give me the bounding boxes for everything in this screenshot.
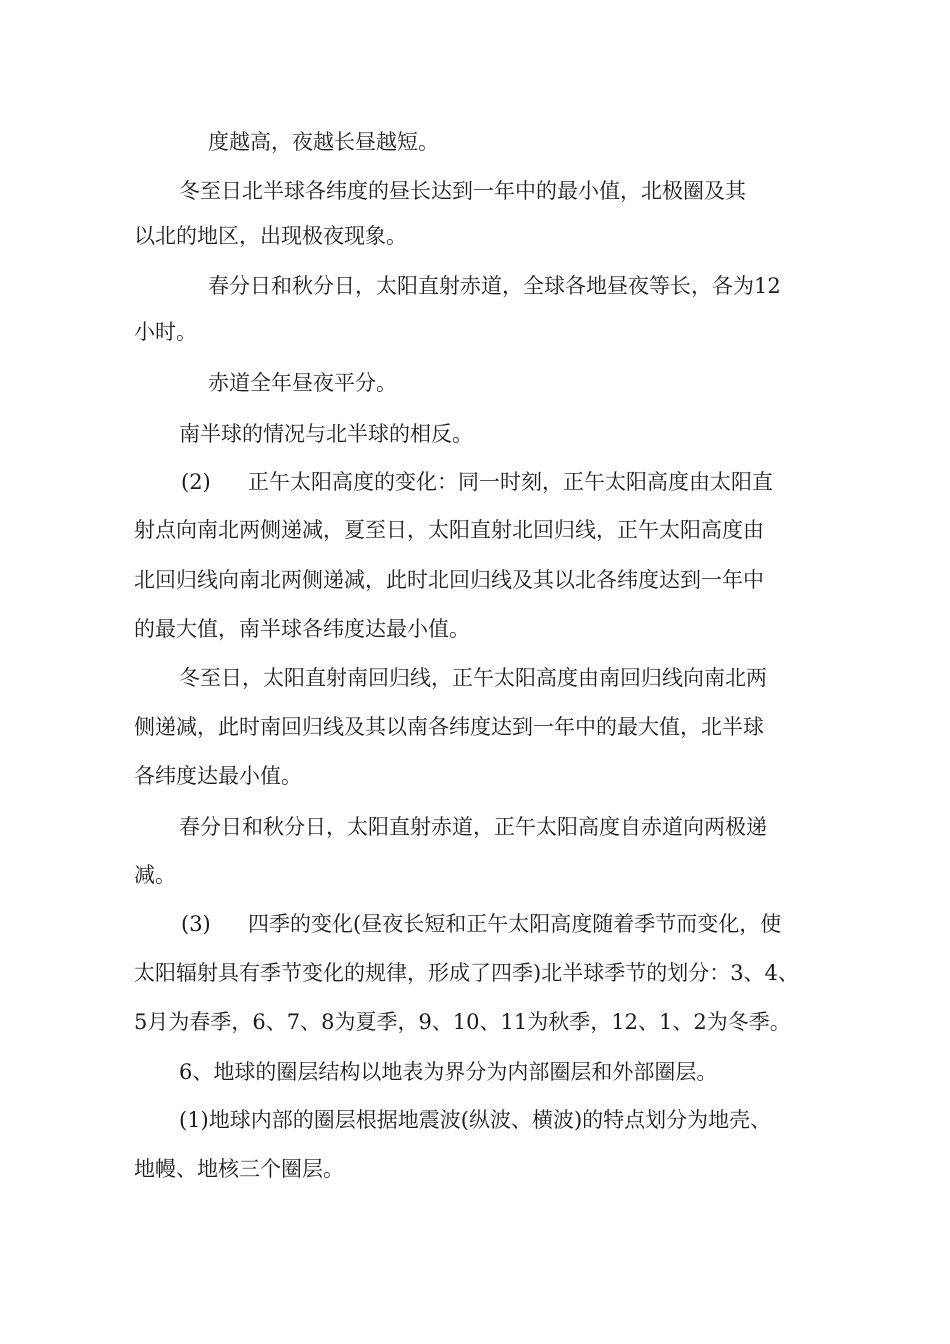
text-line: 南半球的情况与北半球的相反。 xyxy=(179,422,473,446)
text-line: 冬至日北半球各纬度的昼长达到一年中的最小值，北极圈及其 xyxy=(179,179,746,203)
text-line: 地幔、地核三个圈层。 xyxy=(134,1157,344,1181)
list-marker: (2) xyxy=(181,470,211,494)
text-line: 6、地球的圈层结构以地表为界分为内部圈层和外部圈层。 xyxy=(179,1060,718,1084)
text-line: 四季的变化(昼夜长短和正午太阳高度随着季节而变化，使 xyxy=(248,912,782,936)
text-line: 太阳辐射具有季节变化的规律，形成了四季)北半球季节的划分：3、4、 xyxy=(134,961,799,985)
text-line: 度越高，夜越长昼越短。 xyxy=(208,130,439,154)
text-line: 正午太阳高度的变化：同一时刻，正午太阳高度由太阳直 xyxy=(248,470,773,494)
text-line: 的最大值，南半球各纬度达最小值。 xyxy=(134,617,470,641)
text-line: 北回归线向南北两侧递减，此时北回归线及其以北各纬度达到一年中 xyxy=(134,568,764,592)
text-line: 各纬度达最小值。 xyxy=(134,764,302,788)
text-line: (1)地球内部的圈层根据地震波(纵波、横波)的特点划分为地壳、 xyxy=(179,1108,772,1132)
text-line: 5月为春季，6、7、8为夏季，9、10、11为秋季，12、1、2为冬季。 xyxy=(134,1010,791,1034)
text-line: 小时。 xyxy=(134,320,197,344)
text-line: 冬至日，太阳直射南回归线，正午太阳高度由南回归线向南北两 xyxy=(179,666,767,690)
text-line: 春分日和秋分日，太阳直射赤道，全球各地昼夜等长，各为12 xyxy=(208,274,781,298)
text-line: 春分日和秋分日，太阳直射赤道，正午太阳高度自赤道向两极递 xyxy=(179,815,767,839)
text-line: 以北的地区，出现极夜现象。 xyxy=(134,224,407,248)
list-marker: (3) xyxy=(181,912,211,936)
text-line: 射点向南北两侧递减，夏至日，太阳直射北回归线，正午太阳高度由 xyxy=(134,518,764,542)
text-line: 赤道全年昼夜平分。 xyxy=(208,371,397,395)
text-line: 侧递减，此时南回归线及其以南各纬度达到一年中的最大值，北半球 xyxy=(134,715,764,739)
text-line: 减。 xyxy=(134,863,176,887)
